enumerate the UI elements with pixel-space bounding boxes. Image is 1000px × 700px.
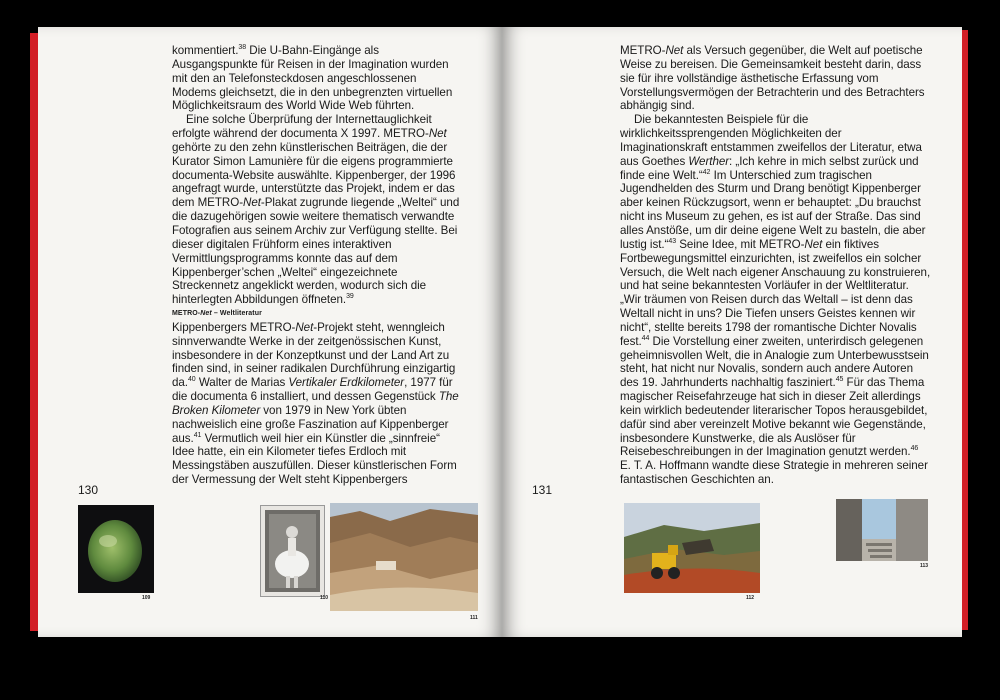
text-run: METRO- [172,310,201,318]
text-run: Eine solche Überprüfung der Internettauglichkeit erfolgte während der documenta X 1997. METRO- [172,113,432,141]
left-text-column [172,44,462,487]
caption-109: 109 [142,595,151,601]
text-run: Für das Thema magischer Reisefahrzeuge hat sich in dieser Zeit allerdings kein wirklich bedeutender literarischer Topos herausgebildet, dafür sind aber vereinzelt Motive bekannt wie Gegenstände, insbesondere Kunstwerke, die als Auslöser für Reisebeschreibungen in der Imagination genutzt werden. [620,376,928,459]
text-run: -Plakat zugrunde liegende „Weltei“ und die dazugehörigen sowie weitere thematisch verwandte Fotografien aus seinem Archiv zur Verfügung stellte. Bei dieser digitalen Frühform eines interaktiven Vermittlungsprogramms konnte das auf dem Kippenberger’schen „Weltei“ eingezeichnete Streckennetz angeklickt werden, wodurch sich die hinterlegten Abbildungen öffneten. [172,196,460,307]
text-run: von 1979 in New York übten nachweislich eine große Faszination auf Kippenberger aus. [172,403,449,445]
text-run: ein fiktives Fortbewegungsmittel einzurichten, ist zweifellos ein solcher Versuch, die Welt nach eigener Anschauung zu konstruieren, und hat seine bekanntesten Vorläufer in der Weltliteratur. „Wir träumen von Reisen durch das Weltall – ist denn das Weltall nicht in uns? Die Tiefen unsers Geistes kennen wir nicht“, stellte bereits 1798 der romantische Dichter Novalis fest. [620,237,931,348]
italic-text: Net [243,196,261,210]
text-run: kommentiert. [172,44,239,57]
footnote-ref: 46 [910,445,919,453]
text-run: – Weltliteratur [211,310,262,318]
footnote-ref: 38 [238,44,247,52]
text-run: METRO- [620,44,666,57]
world-egg-illustration [78,505,154,593]
italic-text: Net [428,127,447,141]
image-concrete-stairs [836,499,928,561]
italic-text: Net [200,310,212,318]
marilyn-photo-illustration [261,506,324,596]
text-run: Walter de Marias [195,376,289,390]
text-run: -Projekt steht, wenngleich sinnverwandte Werke in der zeitgenössischen Kunst, insbesondere in der Konzeptkunst und der Land Art zu finden sind, in seiner radikalen Durchführung einzigartig da. [172,320,456,390]
left-paragraph-1 [172,44,462,113]
page-number-left: 130 [78,483,99,497]
text-run: Kippenbergers METRO- [172,320,296,334]
text-run: als Versuch gegenüber, die Welt auf poetische Weise zu bereisen. Die Gemeinsamkeit besteht darin, dass sie für ihre vollständige ästhetische Erfassung vom Vorstellungsvermögen der Betrachterin und des Betrachters abhängig sind. [620,44,925,113]
caption-112: 112 [746,595,755,601]
text-run: Die bekanntesten Beispiele für die wirklichkeitssprengenden Möglichkeiten der Imaginationskraft entstammen zweifellos der Literatur, etwa aus Goethes [620,113,922,168]
right-page [502,27,962,637]
image-marilyn-photo [260,505,325,597]
text-run: Seine Idee, mit METRO- [676,237,805,251]
text-run: gehörte zu den zehn künstlerischen Beiträgen, die der Kurator Simon Lamunière für die eigens programmierte documenta-Website auswählte. Kippenberger, der 1996 angefragt wurde, unterstützte das Projekt, indem er das dem METRO- [172,140,456,210]
section-heading [172,307,462,321]
italic-text: The Broken Kilometer [172,390,459,417]
italic-text: Net [295,320,314,334]
page-number-right: 131 [532,483,553,497]
right-paragraph-2 [620,113,932,487]
footnote-ref: 43 [668,237,677,245]
italic-text: Werther [688,154,730,168]
image-world-egg [78,505,154,593]
right-text-column [620,44,932,487]
footnote-ref: 45 [835,376,844,384]
right-paragraph-1 [620,44,932,113]
text-run: Die U-Bahn-Eingänge als Ausgangspunkte für Reisen in der Imagination wurden mit den an Telefonsteckdosen angeschlossenen Modems gleichsetzt, die in den unbegrenzten virtuellen Möglichkeitsraum des World Wide Web führten. [172,44,453,113]
excavator-illustration [624,503,760,593]
footnote-ref: 39 [346,293,354,301]
left-page [38,27,502,637]
left-paragraph-2 [172,113,462,307]
text-run: Die Vorstellung einer zweiten, unterirdisch gelegenen geheimnisvollen Welt, die in Analogie zum Unterbewusstsein steht, hat nicht nur Novalis, sondern auch andere Autoren des 19. Jahrhunderts nachhaltig fasziniert. [620,334,929,390]
stairs-illustration [836,499,928,561]
text-run: Im Unterschied zum tragischen Jugendhelden des Sturm und Drang benötigt Kippenberger aber keinen Rückzugsort, wenn er behauptet: „Du brauchst nicht ins Museum zu gehen, es ist auf der Straße. Das sind alles Anstöße, um dir deine eigene Welt zu basteln, die aber lustig ist.“ [620,168,926,251]
caption-113: 113 [920,563,929,569]
footnote-ref: 41 [193,431,202,439]
footnote-ref: 40 [187,376,196,384]
text-run: Vermutlich weil hier ein Künstler die „sinnfreie“ Idee hatte, ein ein Kilometer tiefes Erdloch mit Messingstäben auszufüllen. Dieser künstlerischen Form der Vermessung der Welt steht Kippenbergers [172,431,457,487]
footnote-ref: 44 [641,334,650,342]
caption-110: 110 [320,595,329,601]
text-run: , 1977 für die documenta 6 installiert, und dessen Gegenstück [172,376,453,404]
canyon-illustration [330,503,478,611]
image-canyon-landscape [330,503,478,611]
italic-text: Net [665,44,684,57]
image-excavator-site [624,503,760,593]
text-run: : „Ich kehre in mich selbst zurück und finde eine Welt.“ [620,154,919,182]
footnote-ref: 42 [702,168,711,176]
italic-text: Vertikaler Erdkilometer [288,376,405,390]
text-run: E. T. A. Hoffmann wandte diese Strategie in mehreren seiner fantastischen Geschichten an. [620,459,928,487]
caption-111: 111 [470,615,478,621]
left-paragraph-3 [172,321,462,487]
italic-text: Net [804,237,823,251]
